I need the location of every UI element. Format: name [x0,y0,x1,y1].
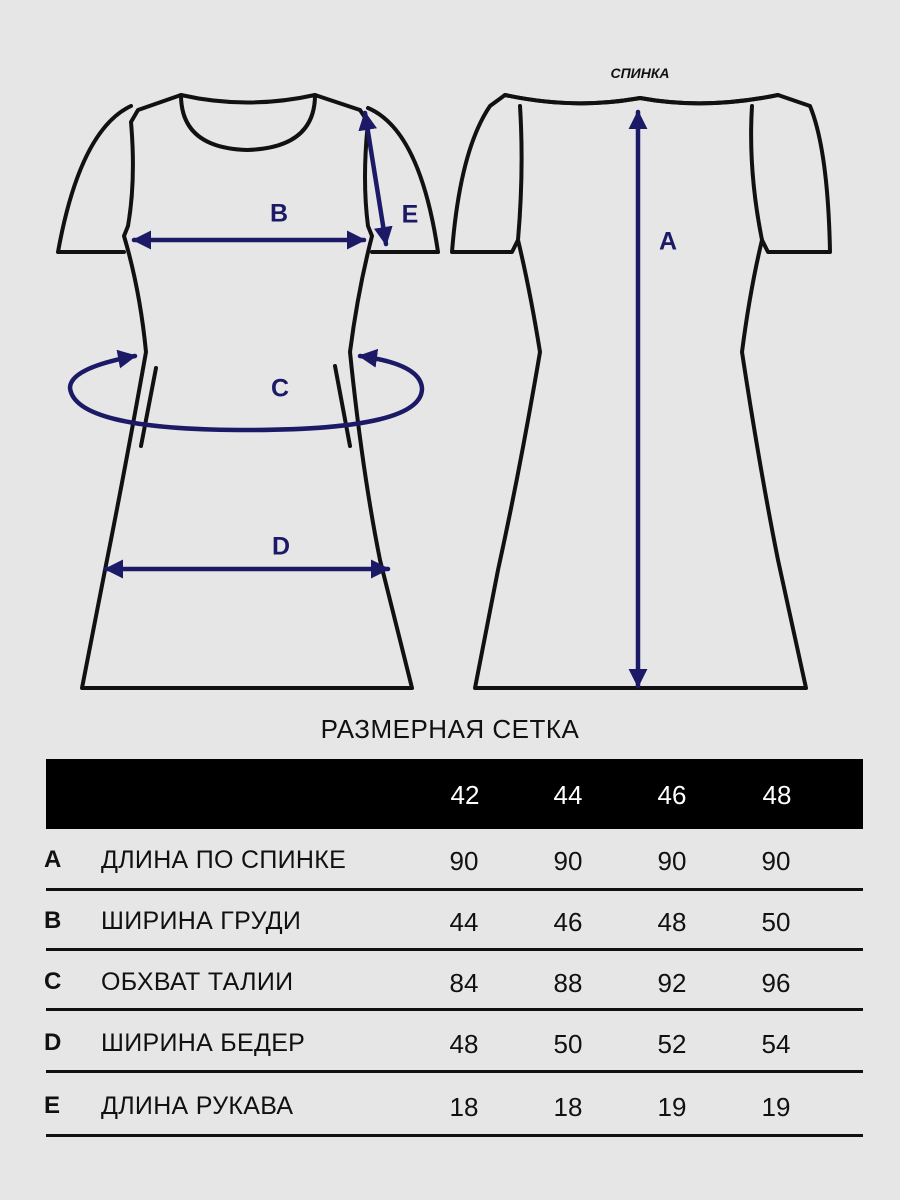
back-dress-outline [452,95,830,688]
row-value: 19 [761,1092,791,1122]
size-row-b [0,891,900,951]
row-value: 44 [449,907,479,937]
row-divider [46,948,863,951]
size-header-42: 42 [450,780,480,810]
row-value: 48 [657,907,687,937]
row-label: ШИРИНА ГРУДИ [101,907,302,935]
row-key: D [44,1029,62,1056]
row-value: 48 [449,1029,479,1059]
row-label: ОБХВАТ ТАЛИИ [101,968,294,996]
row-value: 50 [553,1029,583,1059]
size-chart-title: РАЗМЕРНАЯ СЕТКА [320,714,580,744]
row-label: ШИРИНА БЕДЕР [101,1029,306,1057]
size-row-d [0,1013,900,1073]
row-value: 19 [657,1092,687,1122]
measure-label-a: A [658,227,678,256]
row-divider [46,1070,863,1073]
row-key: A [44,846,62,873]
row-key: C [44,968,62,995]
row-key: B [44,907,62,934]
measure-label-d: D [271,532,291,561]
measure-label-c: C [270,374,290,403]
row-value: 90 [553,846,583,876]
row-key: E [44,1092,61,1119]
size-header-48: 48 [762,780,792,810]
row-value: 96 [761,968,791,998]
row-value: 18 [553,1092,583,1122]
size-row-e [0,1076,900,1136]
row-value: 92 [657,968,687,998]
size-header-46: 46 [657,780,687,810]
front-dress-outline [58,95,438,688]
waist-circumference-arrow [70,356,422,430]
row-divider [46,1008,863,1011]
row-value: 90 [761,846,791,876]
row-value: 46 [553,907,583,937]
back-view-label: СПИНКА [610,65,670,81]
row-value: 90 [657,846,687,876]
size-header-44: 44 [553,780,583,810]
measure-label-b: B [269,199,289,228]
row-value: 18 [449,1092,479,1122]
row-value: 90 [449,846,479,876]
row-value: 52 [657,1029,687,1059]
row-value: 50 [761,907,791,937]
row-divider [46,1134,863,1137]
row-label: ДЛИНА РУКАВА [101,1092,294,1120]
measure-label-e: E [401,200,419,229]
size-row-c [0,952,900,1012]
row-value: 88 [553,968,583,998]
row-value: 54 [761,1029,791,1059]
row-label: ДЛИНА ПО СПИНКЕ [101,846,347,874]
size-chart-header [46,759,863,829]
row-value: 84 [449,968,479,998]
size-row-a [0,830,900,890]
